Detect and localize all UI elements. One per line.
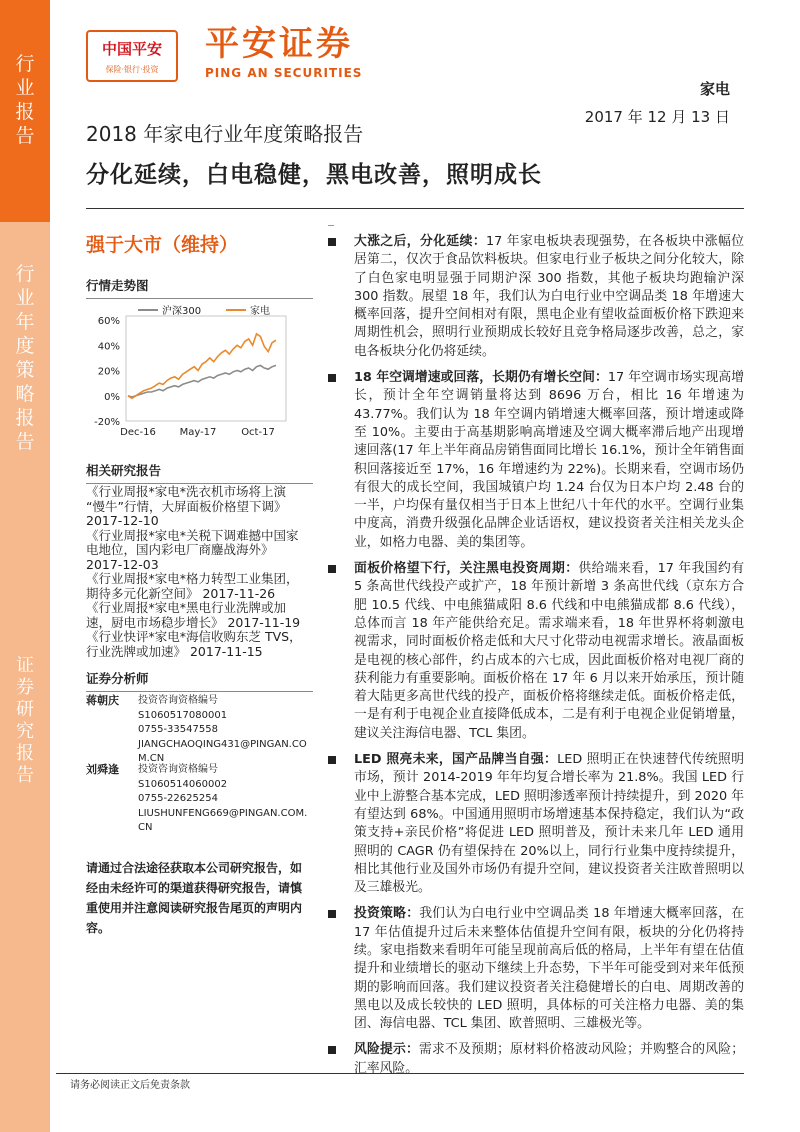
related-report-line: 《行业快评*家电*海信收购东芝 TVS， (86, 629, 302, 644)
analyst-entry (86, 694, 316, 767)
related-report-line: 《行业周报*家电*格力转型工业集团， (86, 571, 299, 586)
report-date: 2017 年 12 月 13 日 (584, 108, 730, 126)
pingan-securities-logo (205, 24, 362, 80)
related-report-line: “慢牛”行情，大屏面板价格望下调》 (86, 498, 287, 514)
key-point (328, 233, 744, 361)
related-heading: 相关研究报告 (86, 461, 313, 484)
analyst-name: 刘舜逢 (86, 763, 119, 776)
sidebar (0, 0, 50, 1132)
column-mark (328, 225, 334, 226)
related-report-line: 行业洗牌或加速》 2017-11-15 (86, 643, 263, 659)
key-point (328, 560, 744, 743)
sector-label: 家电 (699, 80, 730, 98)
related-report-line: 2017-12-10 (86, 513, 159, 528)
logo-main-text: 平安证券 (205, 24, 353, 64)
footer-note: 请务必阅读正文后免责条款 (70, 1080, 190, 1091)
header-divider (86, 208, 744, 209)
analyst-info-line: 0755-22625254 (138, 793, 218, 804)
key-point-body: 17 年空调市场实现高增长，预计全年空调销量将达到 8696 万台，相比 16 年增速为 43.77%。我们认为 18 年空调内销增速大概率回落，预计增速或降至 10%。主要由于高基期影响高增速及空调大概率滞后地产出现增速回落(17 年上半年商品房销售面同比增长 16.1%，预计全年销售面积回落接近至 17%，16 年增速约为 22%)。长期来看，空调市场仍有很大的成长空间，我国城镇户均 1.24 台仅为日本户均 2.48 台的一半，户均保有量仅相当于日本上世纪八十年代的水平。空调行业集中度高，消费升级强化品牌企业话语权，建议投资者关注相关龙头企业，如格力电器、美的集团等。 (354, 370, 744, 550)
related-report-line: 《行业周报*家电*黑电行业洗牌或加 (86, 600, 287, 615)
x-tick-label: May-17 (179, 427, 217, 438)
logo-sub-text: 保险·银行·投资 (105, 65, 159, 74)
legend-label: 沪深300 (162, 306, 202, 317)
y-tick-label: 20% (97, 366, 120, 378)
y-tick-label: 60% (97, 316, 120, 327)
related-report-line: 速，厨电市场稳步增长》 2017-11-19 (86, 614, 301, 630)
report-title: 2018 年家电行业年度策略报告 (86, 122, 364, 146)
bullet-square-icon (328, 238, 336, 246)
key-point-heading: 投资策略： (354, 906, 420, 922)
analyst-info-line: 0755-33547558 (138, 724, 218, 735)
series-line-0 (128, 365, 276, 397)
legend-label: 家电 (250, 306, 270, 317)
key-point-heading: 18 年空调增速或回落，长期仍有增长空间： (354, 370, 608, 386)
sidebar-bottom-label: 证 券 研 究 报 告 (16, 655, 34, 786)
y-tick-label: -20% (94, 417, 120, 428)
analyst-info-line: M.CN (138, 753, 165, 764)
key-point-body: 17 年家电板块表现强势，在各板块中涨幅位居第二，仅次于食品饮料板块。但家电行业子板块之间分化较大，除了白色家电明显强于同期沪深 300 指数，其他子板块均跑输沪深 300 指数。展望 18 年，我们认为白电行业中空调品类 18 年增速大概率回落，提升空间相对有限，黑电企业有望收益面板价格下跌迎来周期性机会，照明行业预期成长较好且竞争格局逐步改善，总之，家电各板块分化仍将延续。 (354, 234, 744, 359)
key-points (328, 233, 744, 1086)
logo-sub-text: PING AN SECURITIES (205, 66, 363, 80)
analyst-info-line: S1060517080001 (138, 709, 228, 721)
related-reports-list (86, 485, 316, 659)
series-line-1 (128, 334, 276, 398)
analyst-info-line: JIANGCHAOQING431@PINGAN.CO (138, 738, 307, 750)
key-point (328, 905, 744, 1033)
chart-frame (126, 316, 286, 421)
bullet-square-icon (328, 756, 336, 764)
key-point-heading: 风险提示： (354, 1042, 420, 1058)
x-tick-label: Oct-17 (241, 427, 275, 438)
related-report-line: 2017-12-03 (86, 556, 159, 572)
footer-divider (56, 1073, 744, 1074)
bullet-square-icon (328, 1046, 336, 1054)
trend-heading: 行情走势图 (86, 276, 313, 299)
logo-main-text: 中国平安 (101, 40, 162, 58)
key-point-heading: 大涨之后，分化延续： (354, 234, 487, 249)
key-point-body: 供给端来看，17 年我国约有 5 条高世代线投产或扩产，18 年预计新增 3 条高世代线（京东方合肥 10.5 代线、中电熊猫咸阳 8.6 代线和中电熊猫成都 8.6 代线），总体而言 18 年产能供给充足。需求端来看，18 年世界杯将刺激电视需求，同时面板价格走低和大尺寸化带动电视需求增长。液晶面板是电视的核心部件，约占成本的六七成，因此面板价格对电视厂商的获利能力有重要影响。面板价格在 17 年 6 月以来开始承压，预计随着大陆更多高世代线的投产，面板价格将继续走低。面板价格走低，一是有利于电视企业直接降低成本，二是有利于电视企业促销增量，建议关注海信电器、TCL 集团。 (354, 561, 745, 741)
analyst-info-line: S1060514060002 (138, 778, 228, 790)
analyst-info-line: 投资咨询资格编号 (138, 695, 218, 706)
analyst-info-line: LIUSHUNFENG669@PINGAN.COM. (138, 807, 308, 819)
key-point-heading: 面板价格望下行，关注黑电投资周期： (354, 561, 579, 577)
related-report-line: 电地位，国内彩电厂商鏖战海外》 (86, 542, 274, 557)
sidebar-middle-label: 行 业 年 度 策 略 报 告 (15, 263, 35, 453)
disclaimer-notice: 请通过合法途径获取本公司研究报告，如经由未经许可的渠道获得研究报告，请慎重使用并注意阅读研究报告尾页的声明内容。 (86, 861, 303, 935)
report-subtitle: 分化延续，白电稳健，黑电改善，照明成长 (86, 162, 542, 188)
rating-label: 强于大市（维持） (86, 234, 239, 256)
pingan-group-logo (86, 30, 178, 82)
y-tick-label: 40% (97, 341, 120, 353)
analyst-info-line: CN (138, 822, 153, 833)
related-report-line: 《行业周报*家电*洗衣机市场将上演 (86, 484, 287, 499)
sidebar-top-label: 行 业 报 告 (0, 0, 50, 222)
key-point-body: 我们认为白电行业中空调品类 18 年增速大概率回落，在 17 年估值提升过后未来整体估值提升空间有限，板块的分化仍将持续。家电指数来看明年可能呈现前高后低的格局，上半年有望在估值提升和业绩增长的驱动下继续上升态势，下半年可能受到对来年低预期的影响而回落。我们建议投资者关注稳健增长的白电、周期改善的黑电以及成长较快的 LED 照明，具体标的可关注格力电器、美的集团、海信电器、TCL 集团、欧普照明、三雄极光等。 (354, 906, 745, 1032)
analyst-entry (86, 763, 316, 836)
key-point-body: 需求不及预期；原材料价格波动风险；并购整合的风险；汇率风险。 (354, 1042, 745, 1076)
analyst-heading: 证券分析师 (86, 669, 313, 692)
trend-chart (86, 296, 316, 446)
related-report-line: 期待多元化新空间》 2017-11-26 (86, 585, 276, 601)
bullet-square-icon (328, 374, 336, 382)
analyst-info-line: 投资咨询资格编号 (138, 764, 218, 775)
x-tick-label: Dec-16 (120, 427, 156, 438)
key-point-body: LED 照明正在快速替代传统照明市场，预计 2014-2019 年年均复合增长率为 21.8%。我国 LED 行业中上游整合基本完成，LED 照明渗透率预计持续提升，到 2020 年有望达到 68%。中国通用照明市场增速基本保持稳定，我们认为“政策支持+亲民价格”将促进 LED 照明普及，预计未来几年 LED 通用照明的 CAGR 仍有望保持在 20%以上，同行行业集中度持续提升，相比其他行业及国外市场仍有提升空间，建议投资者关注欧普照明以及三雄极光。 (354, 752, 744, 896)
key-point (328, 751, 744, 897)
key-point-heading: LED 照亮未来，国产品牌当自强： (354, 752, 558, 768)
bullet-square-icon (328, 910, 336, 918)
y-tick-label: 0% (104, 391, 120, 403)
bullet-square-icon (328, 565, 336, 573)
analyst-name: 蒋朝庆 (86, 694, 119, 707)
related-report-line: 《行业周报*家电*关税下调难撼中国家 (86, 527, 299, 543)
key-point (328, 369, 744, 552)
